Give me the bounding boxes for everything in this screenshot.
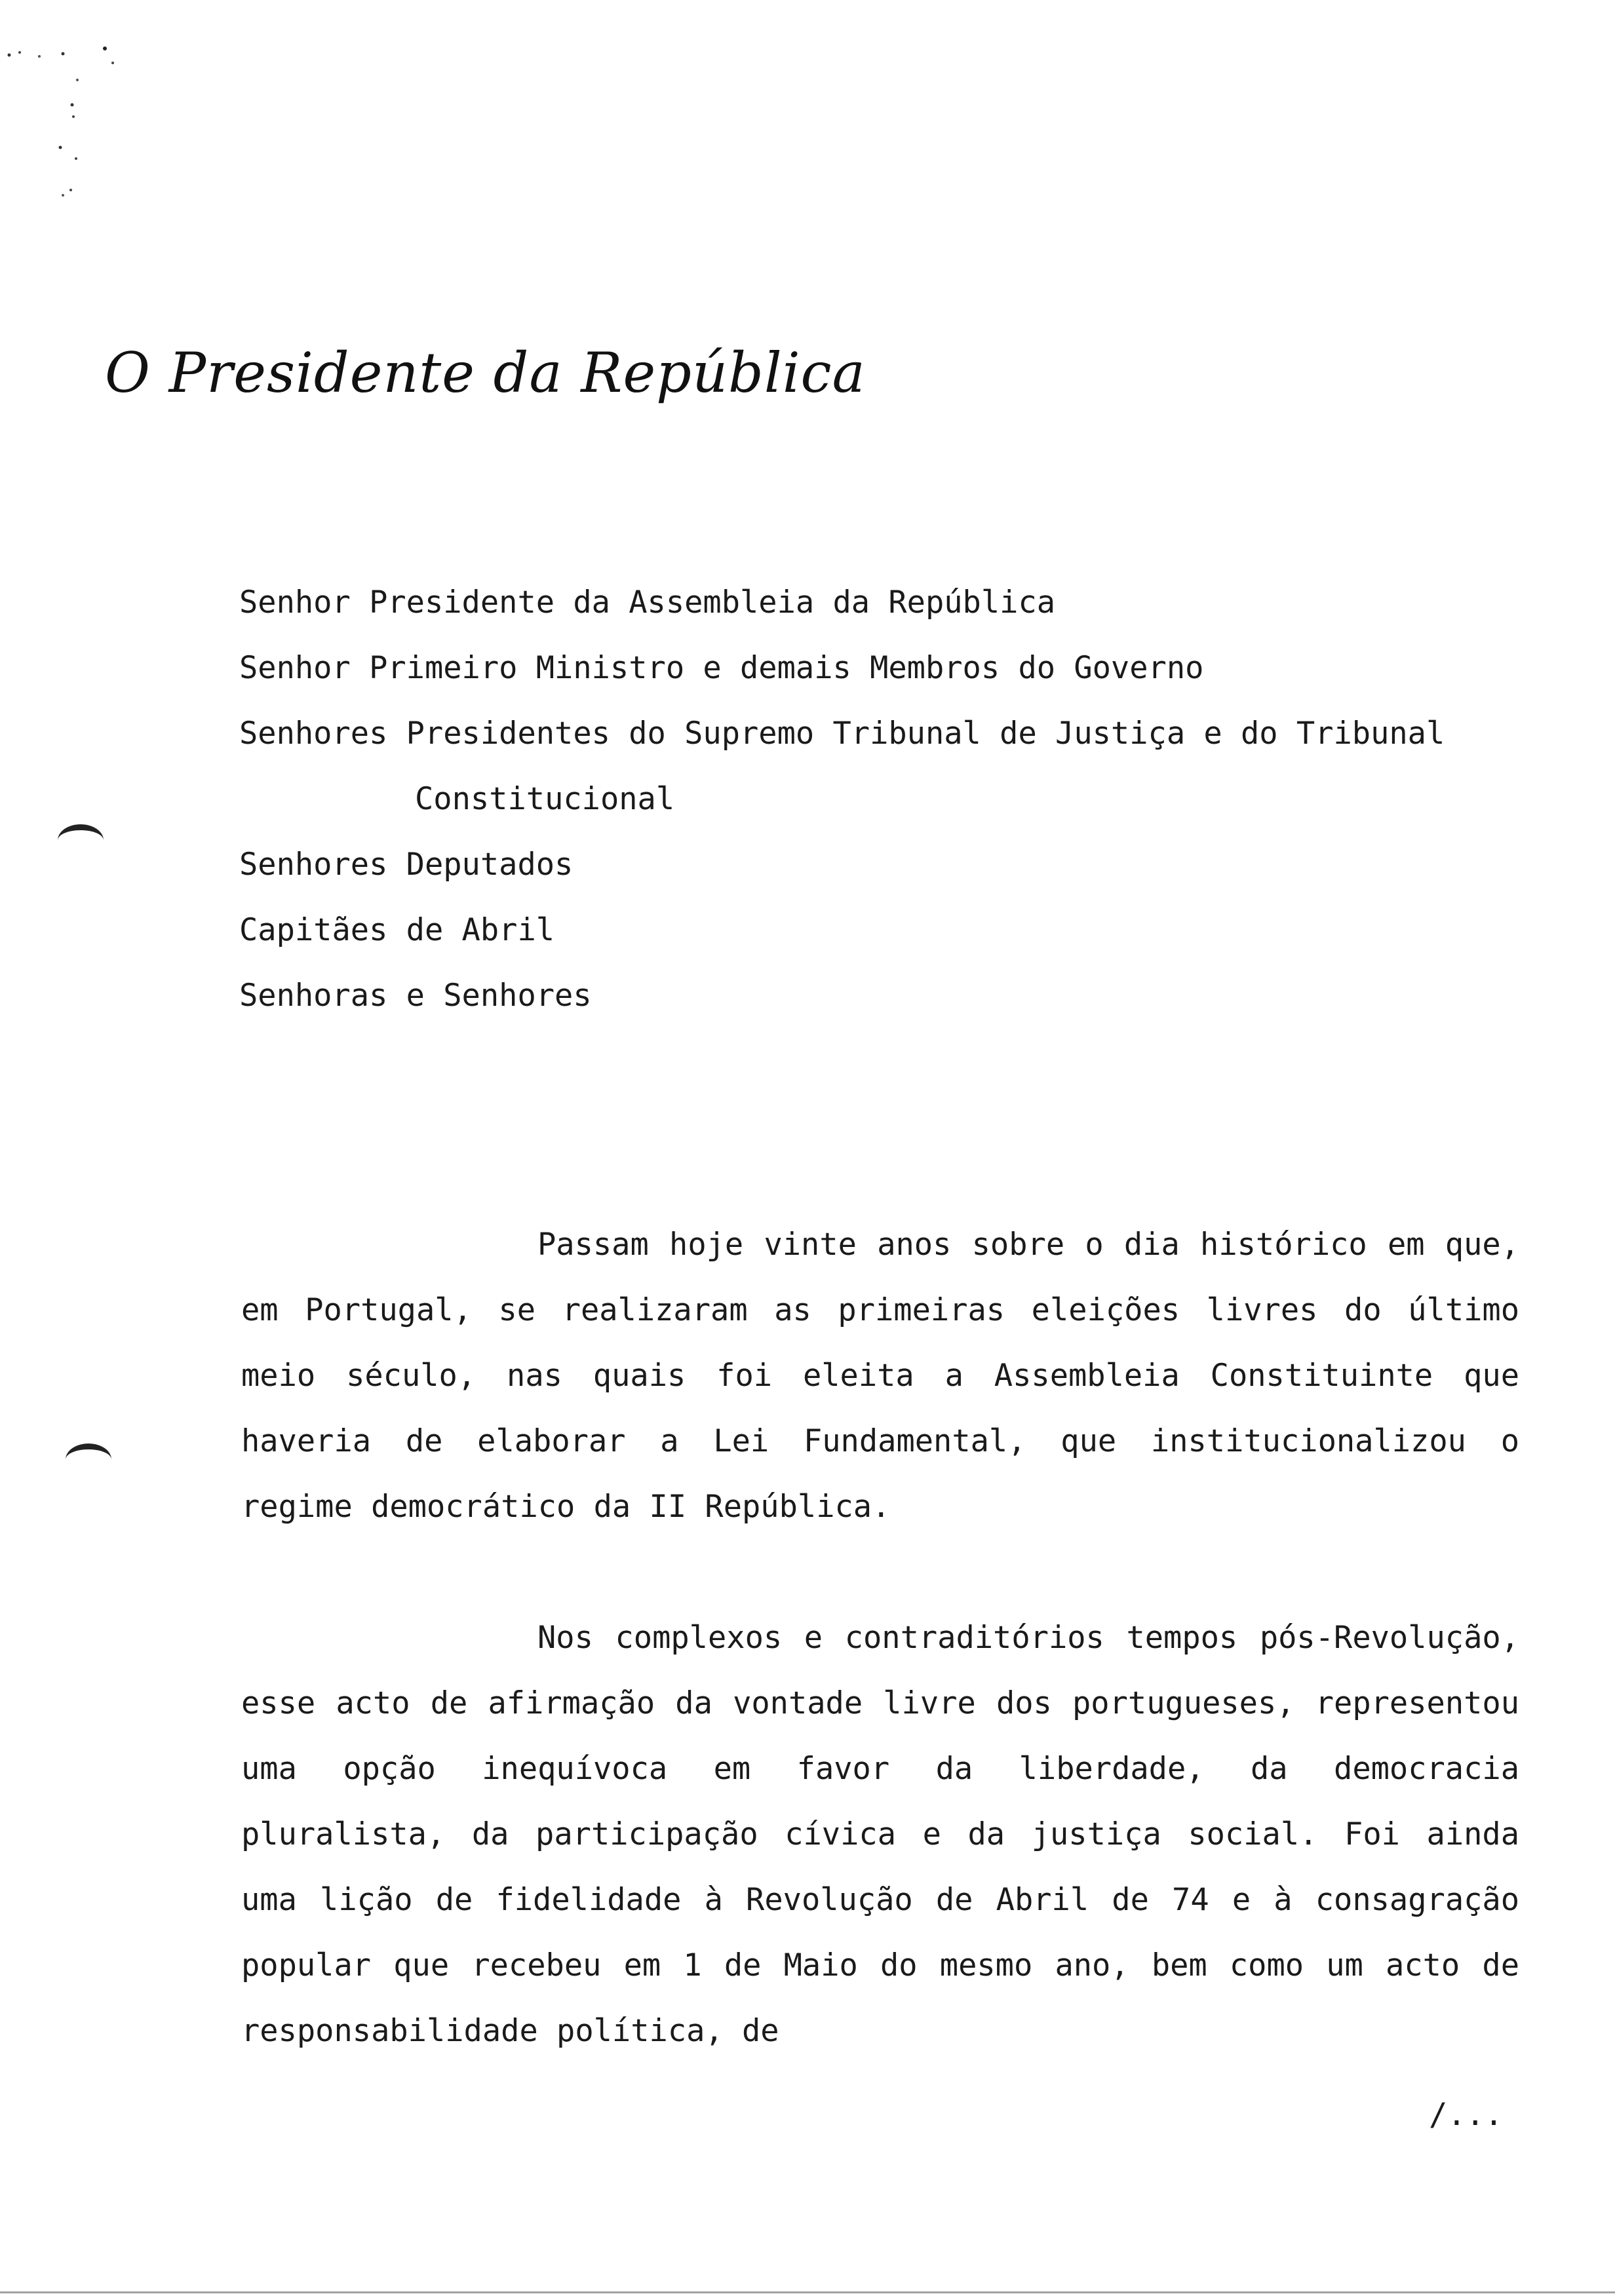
salutation-line: Senhores Presidentes do Supremo Tribunal de Justiça e do Tribunal (239, 716, 1445, 752)
salutation-line: Senhores Deputados (239, 847, 574, 883)
paragraph-text: Passam hoje vinte anos sobre o dia histórico em que, em Portugal, se realizaram as primeiras eleições livres do último meio século, nas quais foi eleita a Assembleia Constituinte que haveria de elaborar a Lei Fundamental, que institucionalizou o regime democrático da II República. (241, 1227, 1519, 1525)
page-bottom-edge (0, 2291, 1615, 2293)
salutation-line: Senhoras e Senhores (239, 978, 592, 1014)
salutation-line: Capitães de Abril (239, 912, 555, 948)
continuation-mark: /... (1429, 2097, 1504, 2133)
hole-punch-mark (58, 824, 104, 856)
scan-specks (0, 33, 131, 216)
salutation-line: Senhor Presidente da Assembleia da República (239, 584, 1056, 621)
paragraph-1 (241, 1212, 1519, 1540)
letterhead-title: O Presidente da República (105, 341, 866, 405)
hole-punch-mark (66, 1444, 111, 1476)
salutation-line: Constitucional (415, 781, 675, 817)
paragraph-text: Nos complexos e contraditórios tempos pós-Revolução, esse acto de afirmação da vontade livre dos portugueses, representou uma opção inequívoca em favor da liberdade, da democracia pluralista, da participação cívica e da justiça social. Foi ainda uma lição de fidelidade à Revolução de Abril de 74 e à consagração popular que recebeu em 1 de Maio do mesmo ano, bem como um acto de responsabilidade política, de (241, 1620, 1519, 2049)
salutation-block (239, 570, 1524, 1029)
paragraph-2 (241, 1605, 1519, 2064)
salutation-line: Senhor Primeiro Ministro e demais Membros do Governo (239, 650, 1204, 686)
